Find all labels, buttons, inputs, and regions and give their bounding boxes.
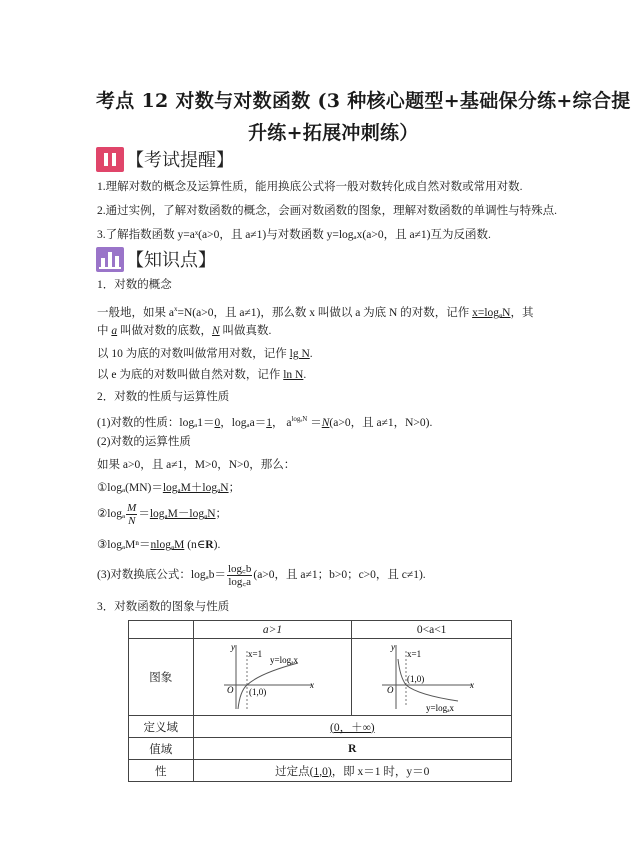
log-properties-line [97,412,432,430]
exam-tip-1: 1.理解对数的概念及运算性质，能用换底公式将一般对数转化成自然对数或常用对数. [97,181,523,193]
answer: ln N [283,369,304,381]
point-label: (1,0) [406,674,424,684]
exam-tips-header [96,146,234,172]
exam-tip-3: 3.了解指数函数 y=aˣ(a>0，且 a≠1)与对数函数 y=logₐx(a>0，且 a≠1)互为反函数. [97,229,491,241]
origin-label: O [227,685,234,695]
exam-tips-heading: 【考试提醒】 [126,150,234,171]
header-cell [193,621,352,639]
exponent: logₐN [291,415,308,423]
row-value [193,716,511,738]
conditions-line: 如果 a>0，且 a≠1，M>0，N>0，那么： [97,459,296,471]
text: ②logₐ [97,508,126,521]
log-definition-line-1 [97,302,534,320]
table-row-range [129,738,512,760]
graph-decreasing [372,641,492,713]
header-text: a>1 [262,623,283,636]
text: (3)对数换底公式：logₐb＝ [97,569,226,582]
y-label: y [390,642,395,652]
graph-cell-a-gt-1 [193,639,352,716]
pause-bars-icon [96,147,124,172]
answer: lg N [289,348,310,360]
common-log-line [97,347,313,361]
text: (1)对数的性质：logₐ1＝ [97,417,215,429]
domain-value: (0，＋∞) [329,721,375,734]
section-1-title: 1．对数的概念 [97,279,172,291]
text: . [309,348,313,360]
answer: N [212,325,220,337]
text: ③logₐMⁿ＝ [97,539,151,551]
text: ， a [271,417,292,429]
log-curve [238,663,298,709]
text: (a>0，且 a≠1；b>0；c>0，且 c≠1). [253,569,426,582]
fraction [227,563,252,588]
text: ①logₐ(MN)＝ [97,482,163,494]
numerator: log꜀b [228,563,252,575]
graph-increasing [212,641,332,713]
knowledge-heading: 【知识点】 [126,250,216,271]
denominator: log꜀a [228,576,252,588]
exam-tip-2: 2.通过实例，了解对数函数的概念，会画对数函数的图象，理解对数函数的单调性与特殊点. [97,205,557,217]
page-title-line-2: 升练+拓展冲刺练） [248,122,419,144]
natural-log-line [97,368,306,382]
change-of-base-line [97,563,426,588]
curve-label: y=logₐx [270,655,299,665]
answer: 0 [214,417,221,429]
text: . [303,369,307,381]
table-row-domain [129,716,512,738]
exponent: x [173,305,178,313]
table-header-row [129,621,512,639]
text: 过定点 [275,765,310,778]
text: 一般地，如果 a [97,307,174,319]
point-label: (1,0) [249,687,267,697]
fraction [126,502,137,527]
row-value [193,760,511,782]
vline-label: x=1 [248,649,263,659]
section-3-title: 3．对数函数的图象与性质 [97,601,230,613]
answer: N [321,417,330,429]
row-label: 图象 [129,639,194,716]
section-2-title: 2．对数的性质与运算性质 [97,391,230,403]
answer: logₐM－logₐN [149,508,216,521]
text: 以 10 为底的对数叫做常用对数，记作 [97,348,290,360]
x-label: x [310,680,315,690]
y-label: y [231,642,236,652]
rule-power [97,538,220,552]
text: (a>0，且 a≠1，N>0). [329,417,433,429]
answer: nlogₐM [150,539,185,551]
text: ； [215,508,228,521]
x-label: x [469,680,474,690]
numerator: M [127,502,137,514]
operation-properties-title: (2)对数的运算性质 [97,436,191,448]
table-row-property [129,760,512,782]
vline-label: x=1 [406,649,421,659]
graph-cell-a-lt-1 [352,639,512,716]
text: 以 e 为底的对数叫做自然对数，记作 [97,369,284,381]
log-definition-line-2 [97,324,271,338]
text: ，其 [510,307,534,319]
range-value: R [193,738,511,760]
denominator: N [128,515,136,527]
text: 叫做对数的底数， [117,325,212,337]
text: ＝ [307,417,322,429]
log-function-table [128,620,512,782]
fixed-point: (1,0) [309,765,332,778]
header-cell [129,621,194,639]
text: (n∈ [184,539,206,551]
header-text: 0<a<1 [416,623,447,636]
answer: x=logₐN [472,307,511,319]
knowledge-header [96,246,216,272]
real-set: R [205,539,214,551]
answer: logₐM＋logₐN [162,482,229,494]
bar-chart-icon [96,247,124,272]
text: ). [213,539,221,551]
curve-label: y=logₐx [425,703,454,713]
table-row-graph [129,639,512,716]
answer: 1 [266,417,272,429]
row-label: 定义域 [129,716,194,738]
rule-quotient [97,502,227,527]
text: ，即 x＝1 时，y＝0 [331,765,430,778]
text: ； [228,482,241,494]
page-title-line-1: 考点 12 对数与对数函数 (3 种核心题型+基础保分练+综合提 [96,90,631,112]
text: 中 [97,325,112,337]
text: ＝ [138,508,150,521]
text: =N(a>0，且 a≠1)，那么数 x 叫做以 a 为底 N 的对数，记作 [177,307,473,319]
header-cell [352,621,512,639]
row-label: 值域 [129,738,194,760]
text: 叫做真数. [219,325,272,337]
origin-label: O [386,685,394,695]
row-label: 性 [129,760,194,782]
rule-product [97,481,240,495]
answer: a [111,325,118,337]
text: ，logₐa＝ [220,417,267,429]
